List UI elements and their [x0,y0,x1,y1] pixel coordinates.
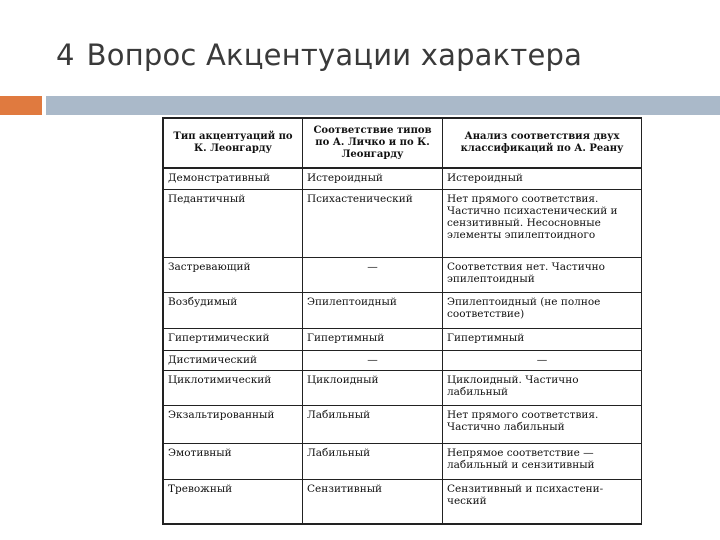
slide-title-text: Вопрос Акцентуации характера [86,38,583,72]
table-cell: Циклоидный [303,370,443,405]
table-cell: Дистимический [164,350,303,370]
table-cell: Нет прямого соответствия. Частично психастенический и сензитивный. Несосновные элементы эпилептоидного [443,190,642,258]
table-row [164,350,642,370]
table-cell: Циклотимический [164,370,303,405]
table-cell: Истероидный [443,168,642,190]
table-cell: Лабильный [303,443,443,479]
table-cell: Непрямое соответствие — лабильный и сензитивный [443,443,642,479]
table-cell: Лабильный [303,405,443,443]
table-row [164,258,642,293]
table-row [164,293,642,329]
table-header-row [164,119,642,168]
column-header-leonhard: Тип акцентуаций по К. Леонгарду [164,119,303,168]
table-cell: Эпилептоидный [303,293,443,329]
page-title [56,38,582,72]
table-row [164,190,642,258]
column-header-lichko: Соответствие типов по А. Личко и по К. Леонгарду [303,119,443,168]
table-cell: Сензитивный и психастени-ческий [443,479,642,523]
slide-number: 4 [56,38,75,72]
table-cell: Сензитивный [303,479,443,523]
column-header-rean: Анализ соответствия двух классификаций по А. Реану [443,119,642,168]
table-cell: Гипертимный [303,329,443,350]
table-cell: Истероидный [303,168,443,190]
table-cell: Тревожный [164,479,303,523]
table-row [164,479,642,523]
table-cell: Педантичный [164,190,303,258]
accent-bar [46,96,720,115]
table-cell: Соответствия нет. Частично эпилептоидный [443,258,642,293]
table-cell: Гипертимный [443,329,642,350]
table-cell: Застревающий [164,258,303,293]
table-row [164,405,642,443]
table-cell: Экзальтированный [164,405,303,443]
table-row [164,370,642,405]
accent-square [0,96,42,115]
accentuation-table [163,118,642,524]
table-row [164,329,642,350]
table-cell: Возбудимый [164,293,303,329]
table-cell: — [303,258,443,293]
table-cell: Психастенический [303,190,443,258]
table-cell: Демонстративный [164,168,303,190]
table-container [162,117,642,525]
table-cell: Циклоидный. Частично лабильный [443,370,642,405]
table-cell: — [443,350,642,370]
table-row [164,168,642,190]
table-cell: — [303,350,443,370]
table-cell: Гипертимический [164,329,303,350]
table-cell: Эпилептоидный (не полное соответствие) [443,293,642,329]
table-cell: Эмотивный [164,443,303,479]
table-cell: Нет прямого соответствия. Частично лабильный [443,405,642,443]
table-row [164,443,642,479]
